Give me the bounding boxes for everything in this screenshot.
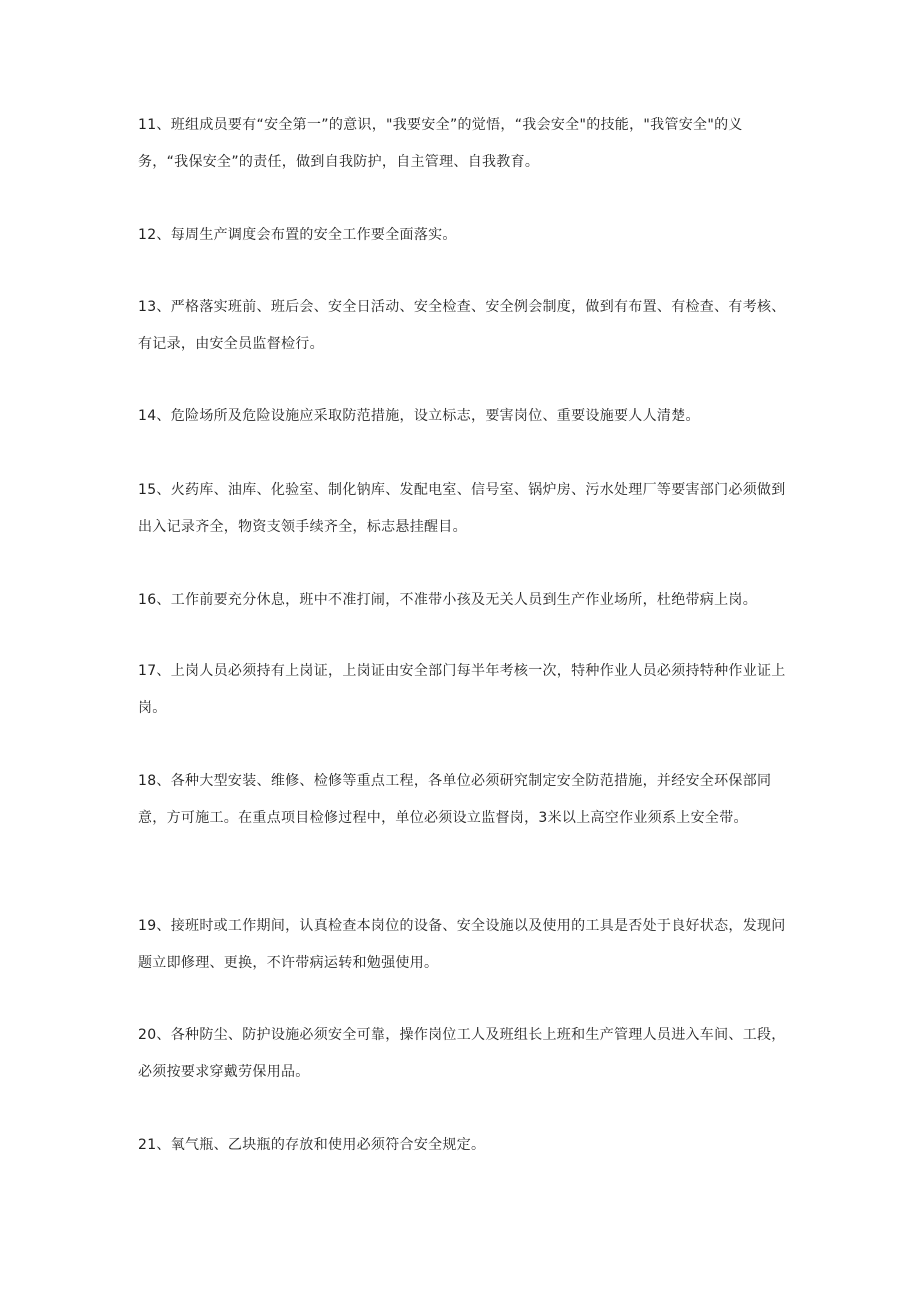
rule-paragraph-16: 16、工作前要充分休息，班中不准打闹，不准带小孩及无关人员到生产作业场所，杜绝带病上岗。: [138, 592, 758, 608]
rule-paragraph-21: 21、氧气瓶、乙块瓶的存放和使用必须符合安全规定。: [138, 1137, 486, 1153]
rule-paragraph-11: 11、班组成员要有“安全第一”的意识，"我要安全”的觉悟，“我会安全"的技能，"我管安全"的义务，“我保安全”的责任，做到自我防护，自主管理、自我教育。: [138, 117, 743, 170]
rule-paragraph-20: 20、各种防尘、防护设施必须安全可靠，操作岗位工人及班组长上班和生产管理人员进入车间、工段，必须按要求穿戴劳保用品。: [138, 1027, 786, 1080]
rule-paragraph-12: 12、每周生产调度会布置的安全工作要全面落实。: [138, 227, 457, 243]
rule-paragraph-19: 19、接班时或工作期间，认真检查本岗位的设备、安全设施以及使用的工具是否处于良好状态，发现问题立即修理、更换，不许带病运转和勉强使用。: [138, 918, 786, 971]
rule-paragraph-14: 14、危险场所及危险设施应采取防范措施，设立标志，要害岗位、重要设施要人人清楚。: [138, 408, 700, 424]
rule-paragraph-15: 15、火药库、油库、化验室、制化钠库、发配电室、信号室、锅炉房、污水处理厂等要害部门必须做到出入记录齐全，物资支领手续齐全，标志悬挂醒目。: [138, 482, 786, 535]
rule-paragraph-18: 18、各种大型安装、维修、检修等重点工程，各单位必须研究制定安全防范措施，并经安全环保部同意，方可施工。在重点项目检修过程中，单位必须设立监督岗，3米以上高空作业须系上安全带。: [138, 773, 772, 826]
rule-paragraph-17: 17、上岗人员必须持有上岗证，上岗证由安全部门每半年考核一次，特种作业人员必须持特种作业证上岗。: [138, 663, 786, 716]
rule-paragraph-13: 13、严格落实班前、班后会、安全日活动、安全检查、安全例会制度，做到有布置、有检查、有考核、有记录，由安全员监督检行。: [138, 299, 786, 352]
